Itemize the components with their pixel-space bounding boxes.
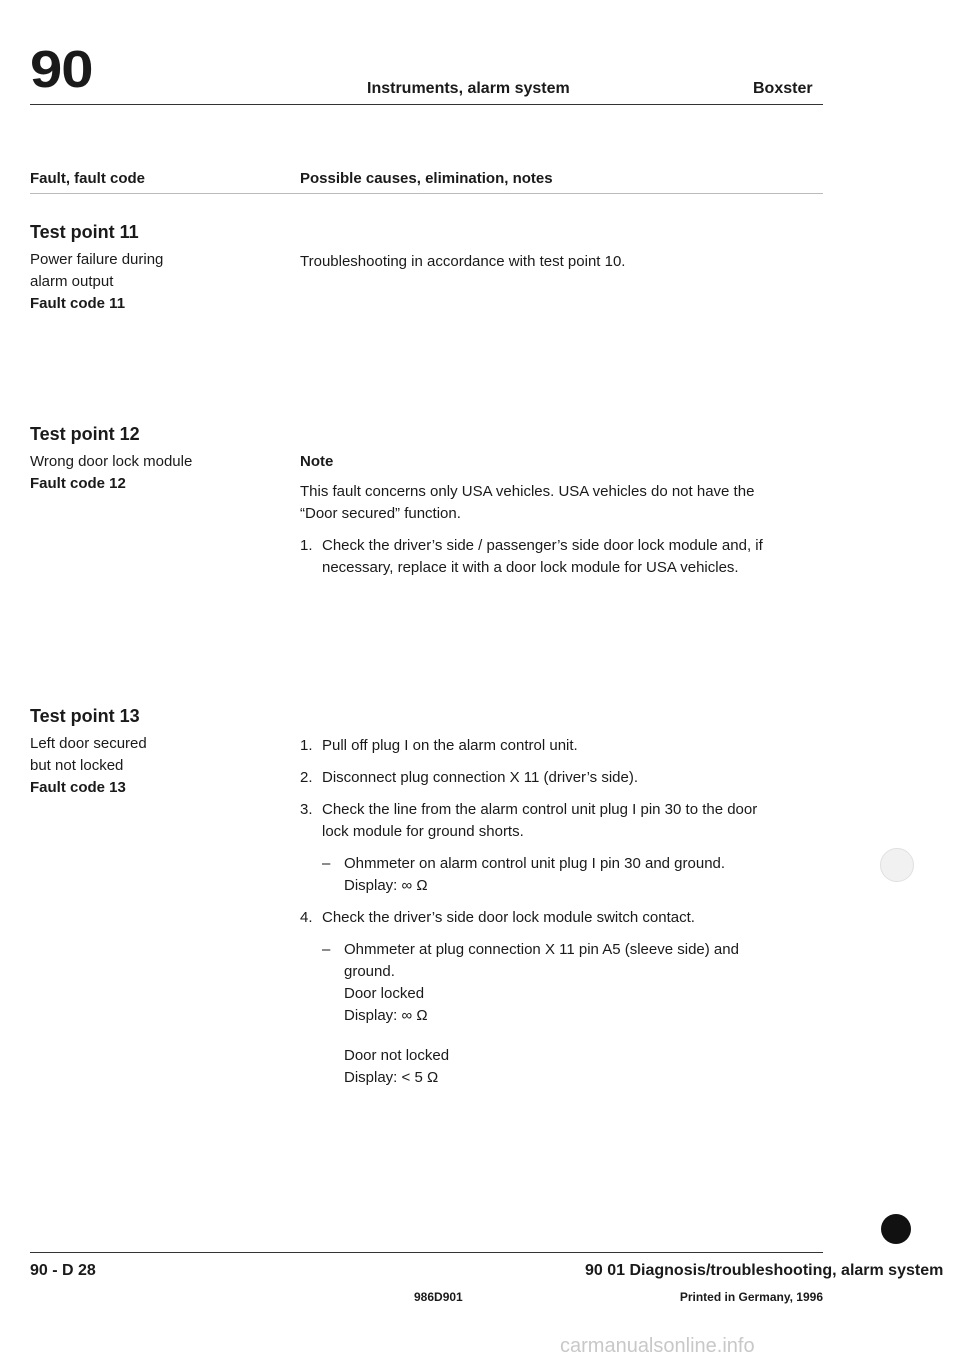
step-line: Check the driver’s side / passenger’s side door lock module and, if — [322, 537, 763, 554]
watermark: carmanualsonline.info — [560, 1335, 755, 1357]
note-label: Note — [300, 453, 334, 470]
measurement-line: Ohmmeter on alarm control unit plug I pin 30 and ground. — [344, 855, 726, 872]
column-header-rule — [30, 193, 823, 194]
fault-line: Power failure during — [30, 251, 164, 268]
test-point-11-fault — [30, 249, 270, 315]
step-1 — [300, 535, 820, 579]
test-point-13-heading: Test point 13 — [30, 706, 140, 726]
punch-hole — [880, 848, 914, 882]
document-code: 986D901 — [414, 1290, 463, 1304]
step-line: necessary, replace it with a door lock module for USA vehicles. — [322, 559, 739, 576]
step-line: Check the driver’s side door lock module switch contact. — [322, 909, 695, 926]
fault-code-13: Fault code 13 — [30, 779, 126, 796]
fault-code-12: Fault code 12 — [30, 475, 126, 492]
step-2 — [300, 767, 820, 789]
test-point-12-heading: Test point 12 — [30, 424, 140, 444]
test-point-11-text: Troubleshooting in accordance with test point 10. — [300, 253, 626, 270]
fault-line: Wrong door lock module — [30, 453, 193, 470]
test-point-13-fault — [30, 733, 270, 799]
header-model: Boxster — [753, 80, 813, 97]
measurement-line: Door locked — [344, 985, 425, 1002]
note-line: “Door secured” function. — [300, 505, 461, 522]
punch-hole — [881, 1214, 911, 1244]
fault-line: alarm output — [30, 273, 114, 290]
column-header-causes: Possible causes, elimination, notes — [300, 170, 553, 187]
header-title: Instruments, alarm system — [367, 80, 570, 97]
measurement-line: Door not locked — [344, 1047, 450, 1064]
dash-bullet: – — [322, 855, 331, 872]
section-number: 90 — [30, 40, 93, 99]
step-4-measurement — [300, 939, 820, 1027]
step-line: lock module for ground shorts. — [322, 823, 524, 840]
test-point-12-body — [300, 451, 820, 579]
step-number: 3. — [300, 801, 313, 818]
footer-section-title: 90 01 Diagnosis/troubleshooting, alarm system — [585, 1262, 944, 1279]
step-number: 1. — [300, 737, 313, 754]
measurement-line: Display: ∞ Ω — [344, 1007, 428, 1024]
fault-line: but not locked — [30, 757, 124, 774]
note-line: This fault concerns only USA vehicles. USA vehicles do not have the — [300, 483, 755, 500]
test-point-11-heading: Test point 11 — [30, 222, 139, 242]
step-number: 2. — [300, 769, 313, 786]
dash-bullet: – — [322, 941, 331, 958]
step-line: Check the line from the alarm control unit plug I pin 30 to the door — [322, 801, 758, 818]
step-line: Disconnect plug connection X 11 (driver’s side). — [322, 769, 638, 786]
fault-line: Left door secured — [30, 735, 147, 752]
measurement-line: Ohmmeter at plug connection X 11 pin A5 (sleeve side) and — [344, 941, 739, 958]
test-point-12-fault — [30, 451, 270, 495]
footer-rule — [30, 1252, 823, 1253]
step-number: 1. — [300, 537, 313, 554]
step-4 — [300, 907, 820, 929]
column-header-fault: Fault, fault code — [30, 170, 146, 187]
printed-note: Printed in Germany, 1996 — [679, 1290, 823, 1304]
step-1 — [300, 735, 820, 757]
step-4-measurement-not-locked — [300, 1045, 820, 1089]
step-3-measurement — [300, 853, 820, 897]
page-number: 90 - D 28 — [30, 1262, 96, 1279]
fault-code-11: Fault code 11 — [30, 295, 126, 312]
measurement-line: Display: ∞ Ω — [344, 877, 428, 894]
note-text — [300, 481, 820, 525]
measurement-line: Display: < 5 Ω — [344, 1069, 439, 1086]
step-line: Pull off plug I on the alarm control unit. — [322, 737, 578, 754]
header-rule — [30, 104, 823, 105]
measurement-line: ground. — [344, 963, 395, 980]
step-3 — [300, 799, 820, 843]
test-point-13-body — [300, 735, 820, 1089]
step-number: 4. — [300, 909, 313, 926]
